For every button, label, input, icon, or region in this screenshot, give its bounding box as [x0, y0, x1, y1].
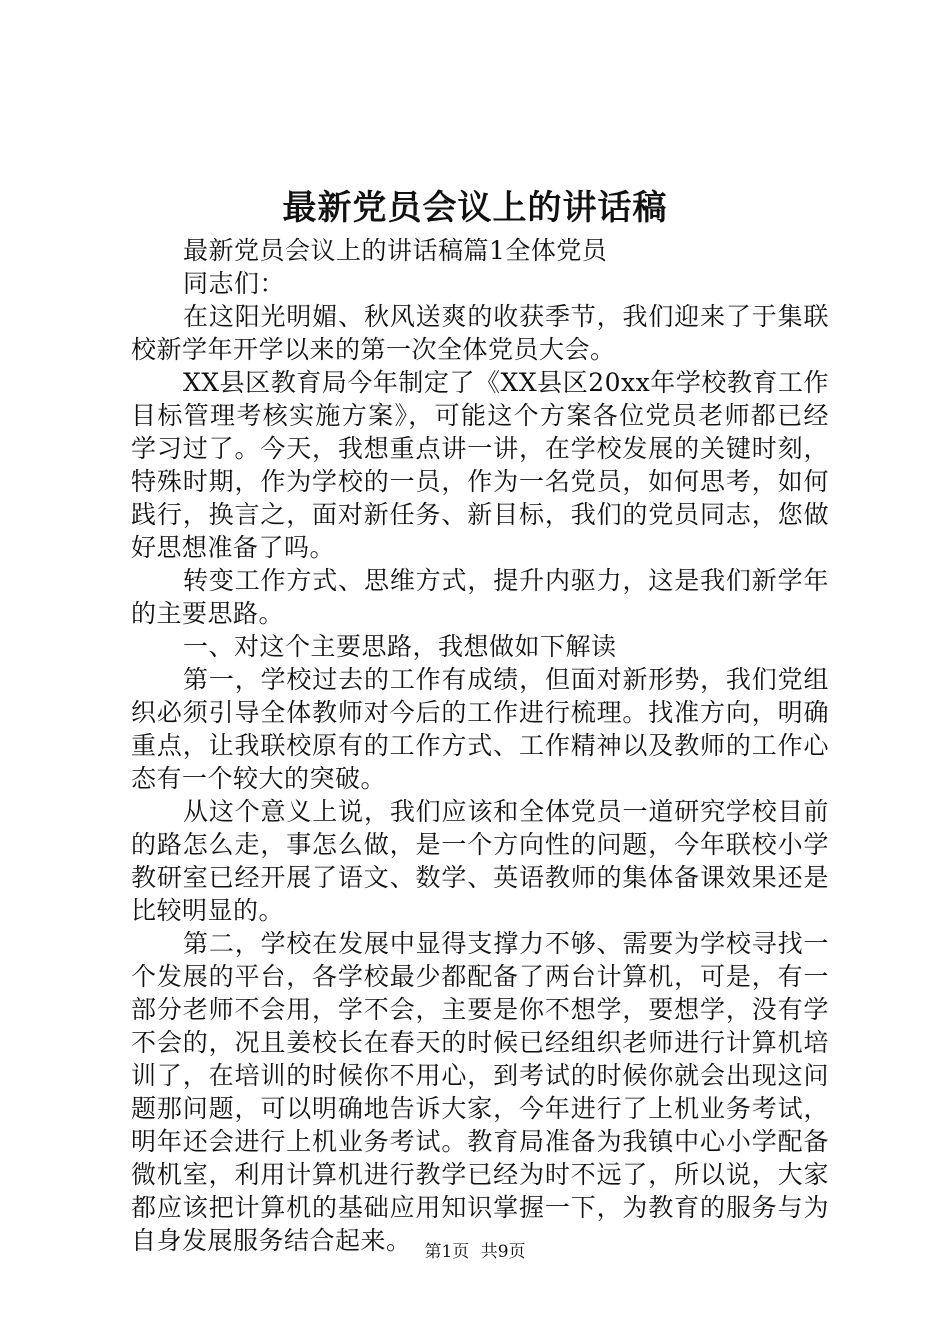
paragraph-salutation: 同志们： — [183, 269, 286, 298]
paragraph: 转变工作方式、思维方式，提升内驱力，这是我们新学年的主要思路。 — [131, 566, 829, 628]
paragraph-intro: 最新党员会议上的讲话稿篇1全体党员 — [183, 236, 608, 265]
paragraph: 在这阳光明媚、秋风送爽的收获季节，我们迎来了于集联校新学年开学以来的第一次全体党员大会。 — [131, 302, 829, 364]
page-footer — [0, 1240, 950, 1264]
paragraph: 从这个意义上说，我们应该和全体党员一道研究学校目前的路怎么走，事怎么做，是一个方向性的问题，今年联校小学教研室已经开展了语文、数学、英语教师的集体备课效果还是比较明显的。 — [131, 797, 829, 925]
document-body — [131, 234, 829, 1257]
paragraph: XX县区教育局今年制定了《XX县区20xx年学校教育工作目标管理考核实施方案》，可能这个方案各位党员老师都已经学习过了。今天，我想重点讲一讲，在学校发展的关键时刻，特殊时期，作为学校的一员，作为一名党员，如何思考，如何践行，换言之，面对新任务、新目标，我们的党员同志，您做好思想准备了吗。 — [131, 368, 829, 562]
paragraph: 第二，学校在发展中显得支撑力不够、需要为学校寻找一个发展的平台，各学校最少都配备了两台计算机，可是，有一部分老师不会用，学不会，主要是你不想学，要想学，没有学不会的，况且姜校长在春天的时候已经组织老师进行计算机培训了，在培训的时候你不用心，到考试的时候你就会出现这问题那问题，可以明确地告诉大家，今年进行了上机业务考试，明年还会进行上机业务考试。教育局准备为我镇中心小学配备微机室，利用计算机进行教学已经为时不远了，所以说，大家都应该把计算机的基础应用知识掌握一下，为教育的服务与为自身发展服务结合起来。 — [131, 929, 829, 1255]
page-total: 共9页 — [480, 1242, 526, 1262]
page-number: 第1页 — [424, 1242, 470, 1262]
paragraph: 第一，学校过去的工作有成绩，但面对新形势，我们党组织必须引导全体教师对今后的工作进行梳理。找准方向，明确重点，让我联校原有的工作方式、工作精神以及教师的工作心态有一个较大的突破。 — [131, 665, 829, 793]
section-heading: 一、对这个主要思路，我想做如下解读 — [183, 632, 617, 661]
document-title: 最新党员会议上的讲话稿 — [282, 188, 668, 228]
